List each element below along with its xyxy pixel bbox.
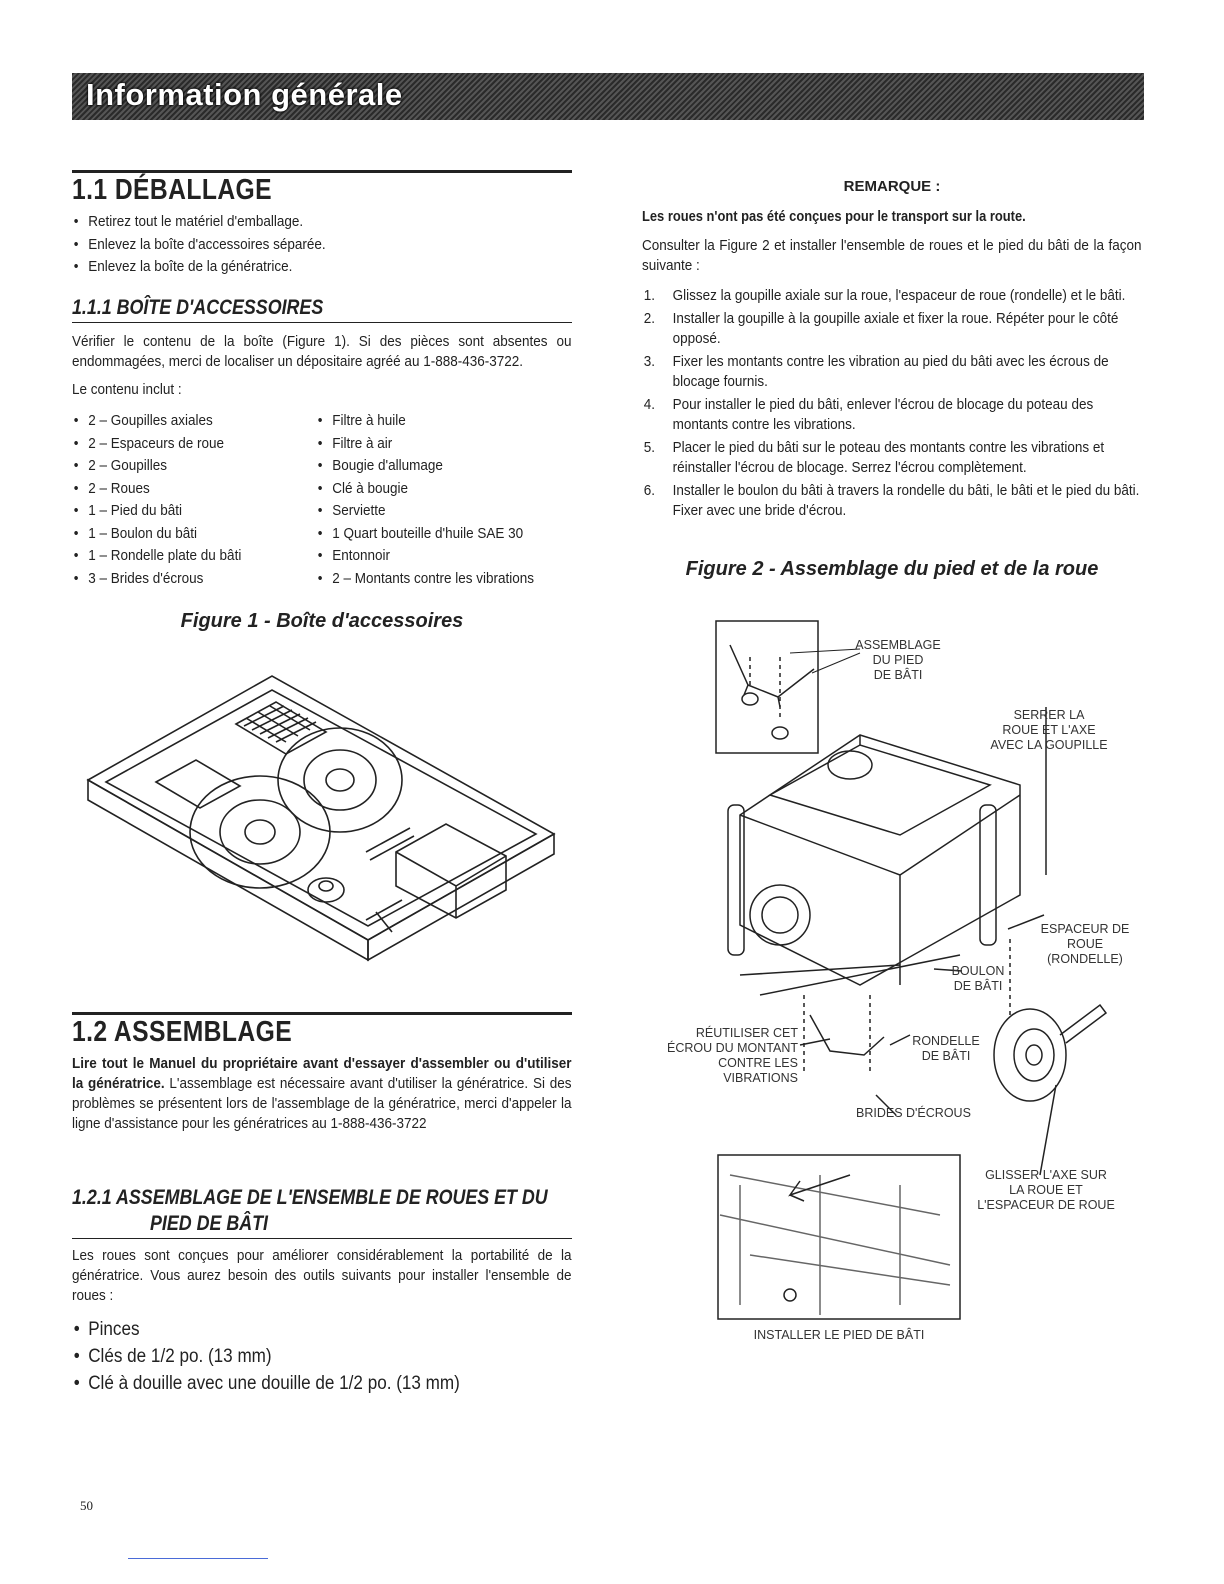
label-serrer-roue: SERRER LA ROUE ET L'AXE AVEC LA GOUPILLE <box>990 708 1108 752</box>
list-item: • 2 – Goupilles axiales <box>72 410 241 433</box>
list-item: 4. Pour installer le pied du bâti, enlever l'écrou de blocage du poteau des montants contre les vibrations. <box>643 396 1094 433</box>
section-1-1-1-heading <box>72 296 572 323</box>
section-banner <box>72 73 1144 120</box>
section-1-2-heading <box>72 1016 572 1049</box>
assembly-steps <box>642 286 1142 524</box>
heading-assemblage: 1.2 ASSEMBLAGE <box>72 1016 293 1048</box>
heading-boite-accessoires: 1.1.1 BOÎTE D'ACCESSOIRES <box>72 296 324 319</box>
paragraph: Vérifier le contenu de la boîte (Figure 1). Si des pièces sont absentes ou endommagées, merci de localiser un dépositaire agréé au 1-888-436-3722. <box>72 333 572 370</box>
list-item: • Serviette <box>316 500 534 523</box>
contents-list-left <box>72 410 241 590</box>
list-item: • Clés de 1/2 po. (13 mm) <box>72 1343 460 1370</box>
section-1-1 <box>72 174 572 279</box>
list-item: • 1 Quart bouteille d'huile SAE 30 <box>316 523 534 546</box>
list-item: • 3 – Brides d'écrous <box>72 568 241 591</box>
paragraph <box>72 1054 572 1134</box>
rule-1-2 <box>72 1012 572 1015</box>
paragraph: Le contenu inclut : <box>72 381 182 398</box>
list-item: • 2 – Montants contre les vibrations <box>316 568 534 591</box>
list-item: • 1 – Pied du bâti <box>72 500 241 523</box>
list-item: 3. Fixer les montants contre les vibration au pied du bâti avec les écrous de blocage fournis. <box>643 353 1109 390</box>
section-1-1-1-body <box>72 332 572 400</box>
label-boulon-bati: BOULON DE BÂTI <box>951 964 1005 993</box>
list-item: • Clé à douille avec une douille de 1/2 po. (13 mm) <box>72 1370 460 1397</box>
list-item: • 1 – Boulon du bâti <box>72 523 241 546</box>
label-installer-pied: INSTALLER LE PIED DE BÂTI <box>753 1328 925 1342</box>
label-brides-ecrous: BRIDES D'ÉCROUS <box>856 1106 971 1120</box>
page-number: 50 <box>80 1498 93 1513</box>
figure-1-caption: Figure 1 - Boîte d'accessoires <box>180 610 464 632</box>
list-item: • Clé à bougie <box>316 478 534 501</box>
remarque-text: Les roues n'ont pas été conçues pour le transport sur la route. <box>642 208 1026 225</box>
accessory-box-illustration <box>86 672 566 982</box>
section-1-2-1-heading <box>72 1186 572 1239</box>
list-item: • Pinces <box>72 1316 460 1343</box>
list-item: • Entonnoir <box>316 545 534 568</box>
contents-list-right <box>316 410 534 590</box>
tools-list <box>72 1316 460 1397</box>
label-glisser-axe: GLISSER L'AXE SUR LA ROUE ET L'ESPACEUR DE ROUE <box>977 1168 1115 1212</box>
banner-title: Information générale <box>86 77 403 112</box>
footer-divider <box>128 1558 268 1559</box>
warning-text: Lire tout le Manuel du propriétaire avant d'essayer d'assembler ou d'utiliser la génératrice. <box>72 1055 572 1092</box>
label-espaceur-roue: ESPACEUR DE ROUE (RONDELLE) <box>1040 922 1130 966</box>
list-item: 5. Placer le pied du bâti sur le poteau des montants contre les vibrations et réinstaller l'écrou de blocage. Serrez l'écrou complètement. <box>643 439 1105 476</box>
list-item: 1. Glissez la goupille axiale sur la roue, l'espaceur de roue (rondelle) et le bâti. <box>643 287 1126 304</box>
list-item: • 2 – Goupilles <box>72 455 241 478</box>
list-item: • Filtre à huile <box>316 410 534 433</box>
list-item: • 1 – Rondelle plate du bâti <box>72 545 241 568</box>
paragraph-text: L'assemblage est nécessaire avant d'utiliser la génératrice. Si des problèmes se présentent lors de l'assemblage de la génératrice, merci d'appeler la ligne d'assistance pour les génératrices au 1-888-436-3722 <box>72 1075 572 1132</box>
deballage-list <box>72 211 522 279</box>
list-item: • Enlevez la boîte de la génératrice. <box>72 256 522 279</box>
list-item: • Retirez tout le matériel d'emballage. <box>72 211 522 234</box>
list-item: • 2 – Roues <box>72 478 241 501</box>
figure-2-caption: Figure 2 - Assemblage du pied et de la roue <box>685 558 1099 580</box>
label-rondelle-bati: RONDELLE DE BÂTI <box>912 1034 980 1063</box>
list-item: • Filtre à air <box>316 433 534 456</box>
list-item: 6. Installer le boulon du bâti à travers la rondelle du bâti, le bâti et le pied du bâti. Fixer avec une bride d'écrou. <box>643 482 1140 519</box>
label-assemblage-pied: ASSEMBLAGE DU PIED DE BÂTI <box>855 638 941 682</box>
steps-intro: Consulter la Figure 2 et installer l'ensemble de roues et le pied du bâti de la façon suivante : <box>642 237 1142 274</box>
remarque-title: REMARQUE : <box>843 178 941 195</box>
label-reutiliser-ecrou: RÉUTILISER CET ÉCROU DU MONTANT CONTRE LES VIBRATIONS <box>666 1026 798 1085</box>
heading-assemblage-roues: 1.2.1 ASSEMBLAGE DE L'ENSEMBLE DE ROUES ET DU <box>72 1186 548 1209</box>
list-item: • Enlevez la boîte d'accessoires séparée. <box>72 234 522 257</box>
heading-assemblage-roues-line2: PIED DE BÂTI <box>150 1212 269 1235</box>
rule-1-1 <box>72 170 572 173</box>
heading-deballage: 1.1 DÉBALLAGE <box>72 174 273 206</box>
section-1-2-body <box>72 1054 572 1134</box>
list-item: • Bougie d'allumage <box>316 455 534 478</box>
list-item: 2. Installer la goupille à la goupille axiale et fixer la roue. Répéter pour le côté opposé. <box>643 310 1119 347</box>
section-1-2-1-body <box>72 1246 572 1306</box>
paragraph: Les roues sont conçues pour améliorer considérablement la portabilité de la génératrice. Vous aurez besoin des outils suivants pour installer l'ensemble de roues : <box>72 1247 572 1304</box>
list-item: • 2 – Espaceurs de roue <box>72 433 241 456</box>
